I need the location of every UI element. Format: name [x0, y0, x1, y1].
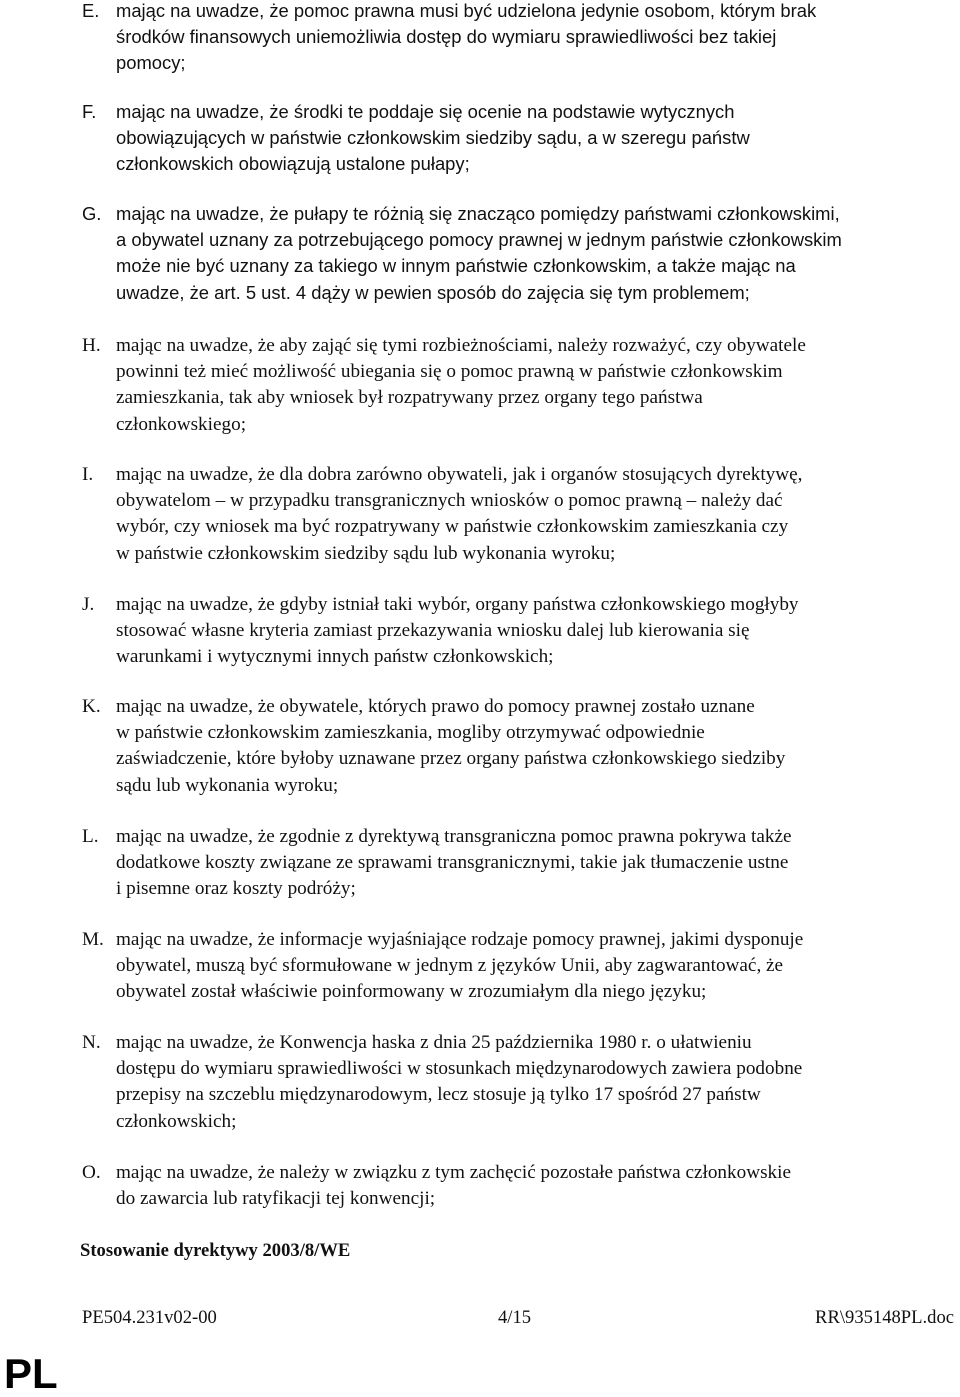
- recital-line: wybór, czy wniosek ma być rozpatrywany w państwie członkowskim zamieszkania czy: [116, 516, 789, 538]
- recital-line: obywatelom – w przypadku transgranicznych wniosków o pomoc prawną – należy dać: [116, 490, 783, 512]
- recital-line: środków finansowych uniemożliwia dostęp do wymiaru sprawiedliwości bez takiej: [116, 26, 777, 48]
- recital-line: sądu lub wykonania wyroku;: [116, 774, 339, 796]
- recital-letter: K.: [82, 696, 101, 717]
- recital-line: mając na uwadze, że aby zająć się tymi rozbieżnościami, należy rozważyć, czy obywatele: [116, 335, 806, 356]
- recital-line: dodatkowe koszty związane ze sprawami transgranicznymi, takie jak tłumaczenie ustne: [116, 852, 789, 874]
- recital-line: mając na uwadze, że zgodnie z dyrektywą transgraniczna pomoc prawna pokrywa także: [116, 826, 792, 847]
- recital-text: [116, 201, 958, 306]
- recital-line: przepisy na szczeblu międzynarodowym, lecz stosuje ją tylko 17 spośród 27 państw: [116, 1084, 761, 1106]
- recital-line: warunkami i wytycznymi innych państw członkowskich;: [116, 646, 554, 668]
- recital-line: mając na uwadze, że gdyby istniał taki wybór, organy państwa członkowskiego mogłyby: [116, 594, 799, 615]
- recital-h: [82, 333, 958, 438]
- recital-line: zaświadczenie, które byłoby uznawane przez organy państwa członkowskiego siedziby: [116, 748, 786, 770]
- recital-j: [82, 592, 958, 671]
- recital-line: mając na uwadze, że Konwencja haska z dnia 25 października 1980 r. o ułatwieniu: [116, 1032, 752, 1053]
- recital-letter: I.: [82, 464, 94, 485]
- recital-letter: F.: [82, 101, 97, 122]
- recital-l: [82, 824, 958, 903]
- recital-m: [82, 927, 958, 1006]
- recital-line: może nie być uznany za takiego w innym państwie członkowskim, a także mając na: [116, 255, 796, 277]
- recital-line: obowiązujących w państwie członkowskim siedziby sądu, a w szeregu państw: [116, 127, 750, 149]
- recital-line: mając na uwadze, że należy w związku z tym zachęcić pozostałe państwa członkowskie: [116, 1162, 791, 1183]
- recital-line: członkowskich;: [116, 1110, 237, 1132]
- recital-letter: G.: [82, 203, 102, 224]
- recital-letter: J.: [82, 594, 95, 615]
- recital-line: mając na uwadze, że dla dobra zarówno obywateli, jak i organów stosujących dyrektywę,: [116, 464, 803, 485]
- recital-n: [82, 1030, 958, 1135]
- recital-line: i pisemne oraz koszty podróży;: [116, 878, 356, 900]
- recital-line: mając na uwadze, że obywatele, których prawo do pomocy prawnej zostało uznane: [116, 696, 755, 717]
- recital-line: mając na uwadze, że informacje wyjaśniające rodzaje pomocy prawnej, jakimi dysponuje: [116, 929, 804, 950]
- footer-doc-ref: PE504.231v02-00: [82, 1307, 217, 1328]
- section-heading: Stosowanie dyrektywy 2003/8/WE: [80, 1240, 351, 1261]
- recital-line: pomocy;: [116, 52, 186, 74]
- recital-line: stosować własne kryteria zamiast przekazywania wniosku dalej lub kierowania się: [116, 620, 750, 642]
- recital-line: mając na uwadze, że pomoc prawna musi być udzielona jedynie osobom, którym brak: [116, 0, 817, 21]
- recital-text: [116, 694, 958, 799]
- recital-letter: N.: [82, 1032, 101, 1053]
- footer-page-number: 4/15: [498, 1307, 532, 1328]
- recital-f: [82, 99, 958, 178]
- recital-text: [116, 824, 958, 903]
- recital-line: do zawarcia lub ratyfikacji tej konwencji;: [116, 1188, 436, 1210]
- recital-text: [116, 927, 958, 1006]
- recital-line: obywatel został właściwie poinformowany w zrozumiałym dla niego języku;: [116, 981, 707, 1003]
- recital-text: [116, 99, 958, 178]
- recital-text: [116, 592, 958, 671]
- recital-text: [116, 462, 958, 567]
- recital-line: w państwie członkowskim siedziby sądu lub wykonania wyroku;: [116, 542, 616, 564]
- language-tag: PL: [4, 1350, 58, 1397]
- recital-line: dostępu do wymiaru sprawiedliwości w stosunkach międzynarodowych zawiera podobne: [116, 1058, 803, 1080]
- footer-file-ref: RR\935148PL.doc: [815, 1307, 954, 1328]
- recital-letter: L.: [82, 826, 99, 847]
- recital-letter: H.: [82, 335, 101, 356]
- recital-line: a obywatel uznany za potrzebującego pomocy prawnej w jednym państwie członkowskim: [116, 229, 842, 251]
- recital-i: [82, 462, 958, 567]
- recital-line: mając na uwadze, że pułapy te różnią się znacząco pomiędzy państwami członkowskimi,: [116, 203, 840, 224]
- recital-g: [82, 201, 958, 306]
- recital-o: [82, 1160, 958, 1212]
- recital-letter: M.: [82, 929, 104, 950]
- recital-letter: O.: [82, 1162, 101, 1183]
- recital-k: [82, 694, 958, 799]
- recital-line: zamieszkania, tak aby wniosek był rozpatrywany przez organy tego państwa: [116, 387, 703, 409]
- recital-e: [82, 0, 958, 77]
- recital-line: członkowskiego;: [116, 413, 247, 435]
- recital-line: uwadze, że art. 5 ust. 4 dąży w pewien sposób do zajęcia się tym problemem;: [116, 281, 750, 303]
- recital-letter: E.: [82, 0, 100, 21]
- recital-text: [116, 1160, 958, 1212]
- recital-line: członkowskich obowiązują ustalone pułapy;: [116, 153, 470, 175]
- recital-line: mając na uwadze, że środki te poddaje się ocenie na podstawie wytycznych: [116, 101, 735, 122]
- recital-text: [116, 0, 958, 77]
- recital-line: w państwie członkowskim zamieszkania, mogliby otrzymywać odpowiednie: [116, 722, 705, 744]
- recital-text: [116, 333, 958, 438]
- recital-line: obywatel, muszą być sformułowane w jednym z języków Unii, aby zagwarantować, że: [116, 955, 784, 977]
- recital-text: [116, 1030, 958, 1135]
- recital-line: powinni też mieć możliwość ubiegania się o pomoc prawną w państwie członkowskim: [116, 361, 783, 383]
